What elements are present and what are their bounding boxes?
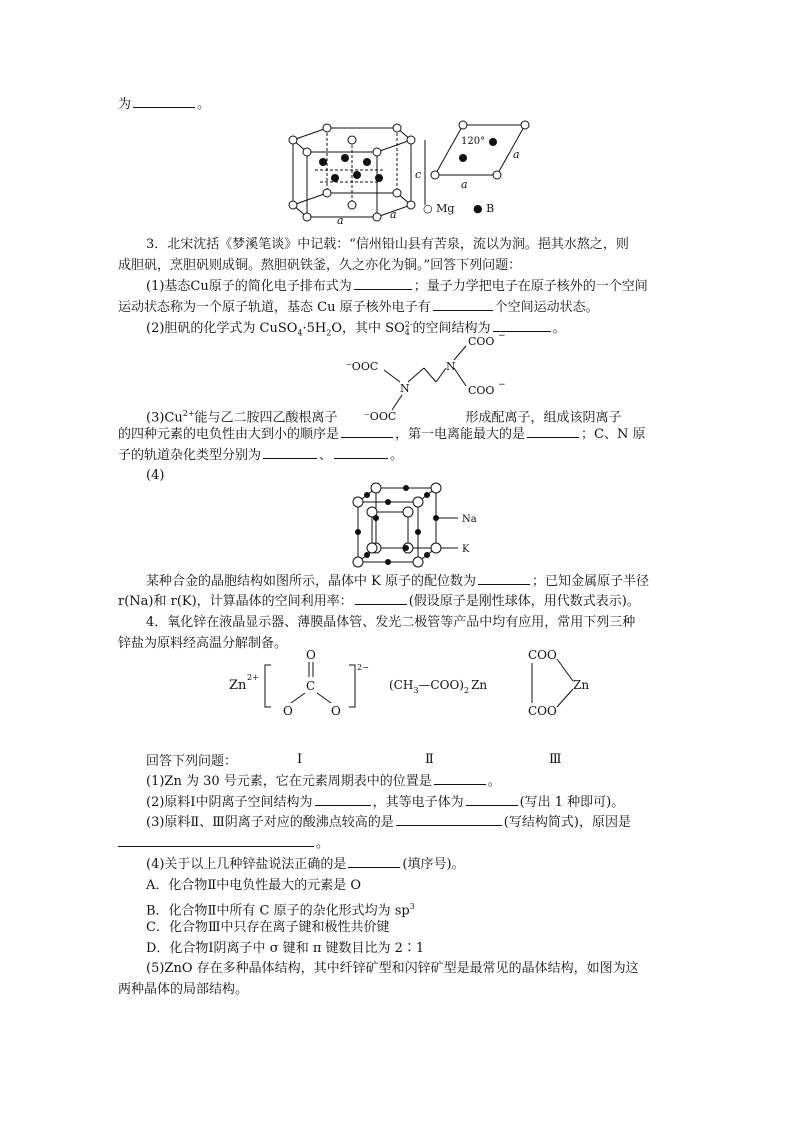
- svg-text:a: a: [513, 148, 520, 161]
- q3-intro-line1: 3．北宋沈括《梦溪笔谈》中记载：“信州铅山县有苦泉，流以为涧。挹其水熬之，则: [146, 237, 629, 252]
- svg-text:COO: COO: [468, 335, 495, 348]
- q4-part5-line1: (5)ZnO 存在多种晶体结构，其中纤锌矿型和闪锌矿型是最常见的晶体结构，如图为这: [146, 961, 639, 976]
- svg-text:K: K: [462, 544, 470, 555]
- answer-blank[interactable]: [341, 425, 393, 438]
- svg-text:Ⅰ: Ⅰ: [297, 752, 303, 767]
- q3-part4-line1: 某种合金的晶胞结构如图所示，晶体中 K 原子的配位数为 ；已知金属原子半径: [146, 574, 649, 589]
- svg-text:−: −: [498, 380, 506, 390]
- answer-blank[interactable]: [527, 425, 579, 438]
- q4-intro-line1: 4．氧化锌在液晶显示器、薄膜晶体管、发光二极管等产品中均有应用，常用下列三种: [146, 615, 636, 630]
- svg-text:○ Mg: ○ Mg: [423, 202, 455, 215]
- svg-text:⁻OOC: ⁻OOC: [346, 360, 379, 373]
- q4-part1: (1)Zn 为 30 号元素，它在元素周期表中的位置是 。: [146, 774, 501, 789]
- q4-ask: 回答下列问题：: [146, 754, 238, 769]
- answer-blank[interactable]: [263, 446, 317, 459]
- q4-option-a: A．化合物Ⅱ中电负性最大的元素是 O: [146, 878, 362, 893]
- svg-text:−: −: [498, 331, 506, 341]
- svg-text:● B: ● B: [473, 202, 495, 215]
- q3-part4-line2: r(Na)和 r(K)，计算晶体的空间利用率： (假设原子是刚性球体，用代数式表示)。: [118, 594, 640, 609]
- answer-blank[interactable]: [354, 277, 412, 290]
- svg-text:Ⅲ: Ⅲ: [549, 752, 562, 767]
- svg-text:Zn: Zn: [229, 678, 247, 693]
- answer-blank[interactable]: [334, 446, 388, 459]
- answer-blank[interactable]: [133, 95, 195, 108]
- svg-text:Na: Na: [462, 514, 477, 525]
- answer-blank[interactable]: [466, 793, 518, 806]
- svg-text:Ⅱ: Ⅱ: [425, 752, 434, 767]
- answer-blank[interactable]: [396, 813, 502, 826]
- svg-text:N: N: [400, 382, 410, 395]
- svg-text:O: O: [331, 704, 341, 718]
- svg-text:COO: COO: [528, 704, 557, 718]
- q4-option-d: D．化合物Ⅰ阴离子中 σ 键和 π 键数目比为 2∶1: [146, 941, 425, 956]
- q3-part4-label: (4): [146, 468, 165, 483]
- alloy-cell-figure: [350, 482, 490, 568]
- answer-blank[interactable]: [478, 572, 530, 585]
- q4-part2: (2)原料Ⅰ中阴离子空间结构为 ，其等电子体为 (写出 1 种即可)。: [146, 795, 625, 810]
- q3-part3-line1: $(3)Cu^{2+}$能与乙二胺四乙酸根离子 形成配离子，组成该阴离子: [146, 409, 622, 426]
- q4-part3-line1: (3)原料Ⅱ、Ⅲ阴离子对应的酸沸点较高的是 (写结构简式)，原因是: [146, 815, 631, 830]
- q4-part5-line2: 两种晶体的局部结构。: [118, 982, 249, 997]
- q4-option-c: C．化合物Ⅲ中只存在离子键和极性共价键: [146, 920, 390, 935]
- answer-blank[interactable]: [348, 855, 400, 868]
- q3-part3-line2: 的四种元素的电负性由大到小的顺序是 ，第一电离能最大的是 ；C、N 原: [118, 427, 646, 442]
- svg-text:a: a: [337, 214, 344, 227]
- q4-option-b: B．化合物Ⅱ中所有 C 原子的杂化形式均为 $sp^3$: [146, 902, 415, 919]
- svg-text:O: O: [306, 648, 316, 662]
- svg-text:120°: 120°: [461, 136, 486, 147]
- svg-text:N: N: [446, 360, 456, 373]
- svg-text:c: c: [415, 168, 422, 181]
- answer-blank[interactable]: [355, 592, 407, 605]
- q4-part3-line2: 。: [118, 834, 678, 854]
- svg-text:COO: COO: [528, 648, 557, 662]
- q4-part4: (4)关于以上几种锌盐说法正确的是 (填序号)。: [146, 857, 465, 872]
- q3-intro-line2: 成胆矾，烹胆矾则成铜。熬胆矾铁釜，久之亦化为铜。”回答下列问题：: [118, 258, 522, 273]
- q3-part3-line3: 子的轨道杂化类型分别为 、 。: [118, 448, 404, 463]
- q3-part1-line2: 运动状态称为一个原子轨道，基态 Cu 原子核外电子有 个空间运动状态。: [118, 300, 599, 315]
- svg-text:a: a: [461, 178, 468, 191]
- mgb2-crystal-figure: [285, 120, 545, 225]
- svg-text:(CH3—COO)2Zn: $(CH_3—COO)_2$ Zn: [389, 678, 488, 695]
- svg-text:⁻OOC: ⁻OOC: [364, 410, 397, 423]
- svg-text:Zn: Zn: [573, 678, 590, 692]
- svg-text:O: O: [283, 704, 293, 718]
- prev-question-tail: 为 。: [118, 97, 211, 112]
- svg-text:2−: 2−: [357, 663, 369, 672]
- q4-intro-line2: 锌盐为原料经高温分解制备。: [118, 636, 288, 651]
- svg-text:COO: COO: [468, 384, 495, 397]
- svg-text:2+: 2+: [247, 673, 259, 682]
- answer-blank[interactable]: [434, 772, 486, 785]
- q3-part2: (2)胆矾的化学式为 $CuSO_4\cdot 5H_2O$，其中 SO 2- 4 的空间结构为 。: [146, 319, 566, 338]
- svg-text:a: a: [390, 208, 397, 221]
- answer-blank[interactable]: [315, 793, 371, 806]
- q3-part1-line1: (1)基态Cu原子的简化电子排布式为 ；量子力学把电子在原子核外的一个空间: [146, 279, 648, 294]
- answer-blank[interactable]: [118, 834, 314, 847]
- answer-blank[interactable]: [433, 298, 493, 311]
- svg-text:C: C: [306, 679, 316, 693]
